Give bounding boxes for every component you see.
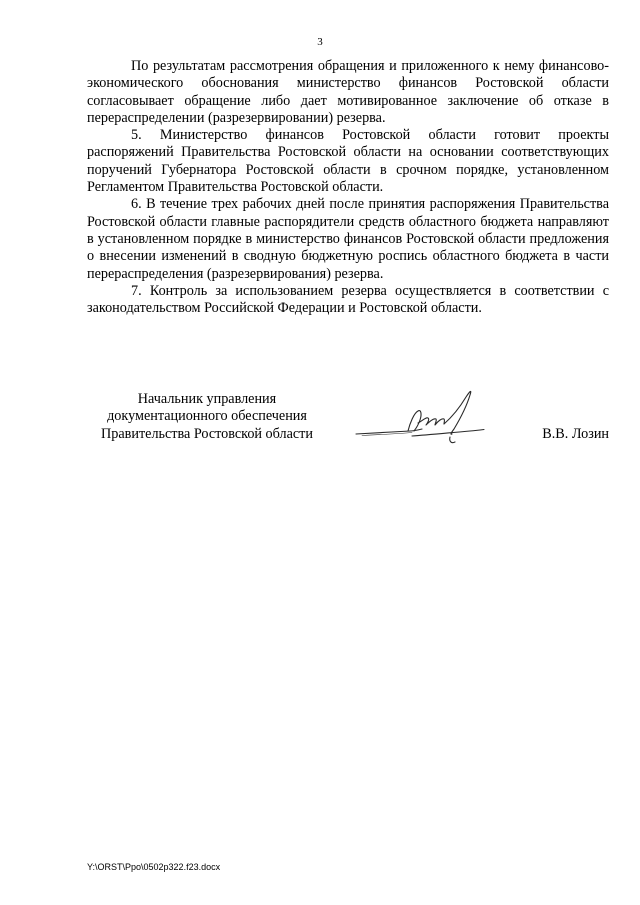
signatory-name: В.В. Лозин bbox=[542, 425, 609, 442]
signature-block bbox=[87, 391, 609, 451]
paragraph-item-7: 7. Контроль за использованием резерва осуществляется в соответствии с законодательством Российской Федерации и Ростовской области. bbox=[87, 282, 609, 317]
signatory-title-line: Правительства Ростовской области bbox=[101, 425, 313, 442]
handwritten-signature bbox=[352, 387, 492, 449]
document-body bbox=[87, 58, 609, 317]
signatory-title-line: документационного обеспечения bbox=[107, 408, 307, 425]
paragraph-item-5: 5. Министерство финансов Ростовской области готовит проекты распоряжений Правительства Ростовской области на основании соответствующих поручений Губернатора Ростовской области в срочном порядке, установленном Регламентом Правительства Ростовской области. bbox=[87, 127, 609, 196]
signatory-title-line: Начальник управления bbox=[137, 391, 277, 407]
signatory-title bbox=[87, 391, 327, 443]
file-path: Y:\ORST\Ppo\0502p322.f23.docx bbox=[87, 862, 221, 872]
paragraph-result-review: По результатам рассмотрения обращения и приложенного к нему финансово-экономического обоснования министерство финансов Ростовской области согласовывает обращение либо дает мотивированное заключение об отказе в перераспределении (разрезервировании) резерва. bbox=[87, 58, 609, 126]
paragraph-item-6: 6. В течение трех рабочих дней после принятия распоряжения Правительства Ростовской области главные распорядители средств областного бюджета направляют в установленном порядке в министерство финансов Ростовской области предложения о внесении изменений в сводную бюджетную роспись областного бюджета в части перераспределения (разрезервирования) резерва. bbox=[87, 196, 609, 282]
page-number: 3 bbox=[317, 36, 323, 48]
